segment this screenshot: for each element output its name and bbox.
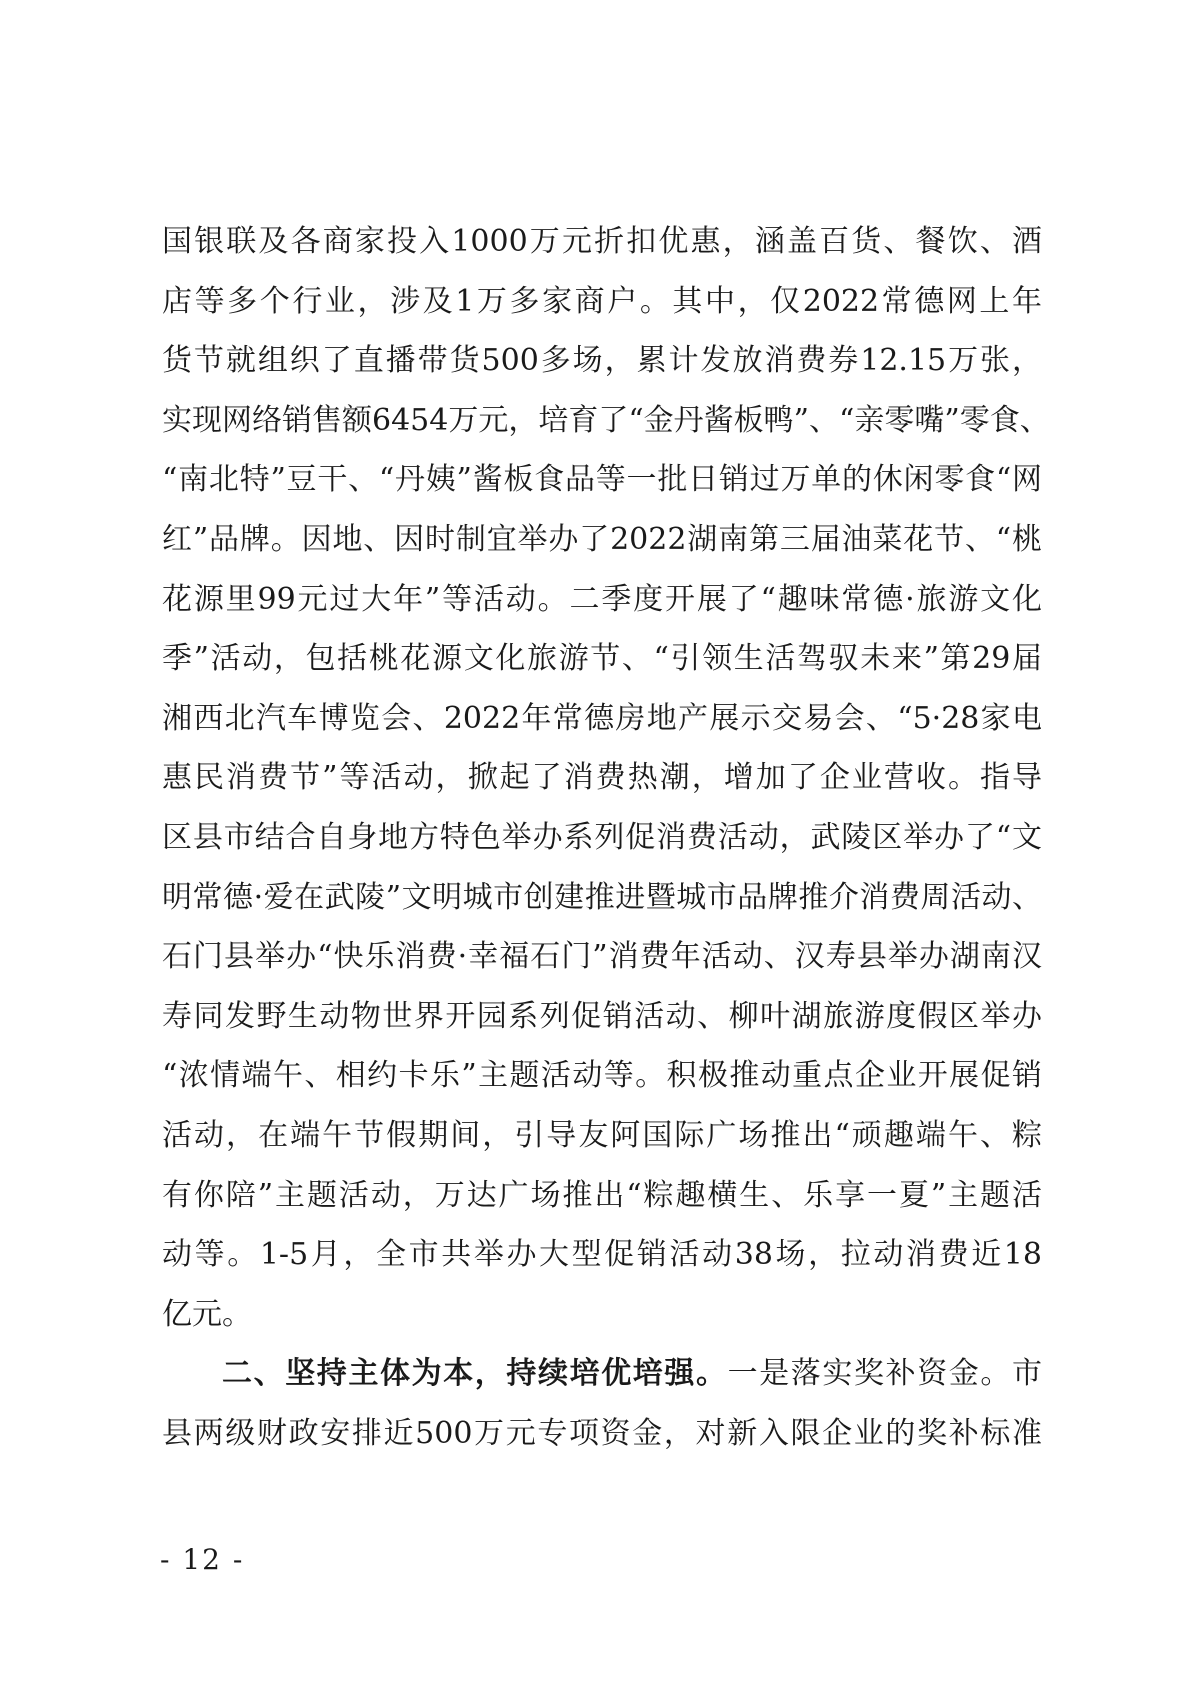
text-line: “南北特”豆干、“丹姨”酱板食品等一批日销过万单的休闲零食“网 <box>162 462 1042 498</box>
text-line: 动等。1-5月，全市共举办大型促销活动38场，拉动消费近18 <box>162 1237 1042 1273</box>
text-line: 区县市结合自身地方特色举办系列促消费活动，武陵区举办了“文 <box>162 819 1042 855</box>
text-line: 货节就组织了直播带货500多场，累计发放消费券12.15万张， <box>162 343 1042 379</box>
text-line: 石门县举办“快乐消费·幸福石门”消费年活动、汉寿县举办湖南汉 <box>162 939 1042 975</box>
text-line: 活动，在端午节假期间，引导友阿国际广场推出“顽趣端午、粽 <box>162 1117 1042 1153</box>
text-line: 湘西北汽车博览会、2022年常德房地产展示交易会、“5·28家电 <box>162 700 1042 736</box>
text-line: 惠民消费节”等活动，掀起了消费热潮，增加了企业营收。指导 <box>162 760 1042 796</box>
text-line: 实现网络销售额6454万元，培育了“金丹酱板鸭”、“亲零嘴”零食、 <box>162 402 1050 438</box>
text-line: “浓情端午、相约卡乐”主题活动等。积极推动重点企业开展促销 <box>162 1058 1042 1094</box>
section-lead: 一是落实奖补资金。 <box>727 1356 1013 1392</box>
text-line: 县两级财政安排近500万元专项资金，对新入限企业的奖补标准 <box>162 1415 1042 1451</box>
section-heading-line <box>162 1344 1042 1404</box>
page-number: - 12 - <box>160 1543 245 1576</box>
section-heading: 二、坚持主体为本，持续培优培强。 <box>222 1356 728 1392</box>
text-line: 红”品牌。因地、因时制宜举办了2022湖南第三届油菜花节、“桃 <box>162 521 1042 557</box>
text-line: 有你陪”主题活动，万达广场推出“粽趣横生、乐享一夏”主题活 <box>162 1177 1042 1213</box>
text-line: 寿同发野生动物世界开园系列促销活动、柳叶湖旅游度假区举办 <box>162 998 1042 1034</box>
text-line: 季”活动，包括桃花源文化旅游节、“引领生活驾驭未来”第29届 <box>162 641 1042 677</box>
text-line: 国银联及各商家投入1000万元折扣优惠，涵盖百货、餐饮、酒 <box>162 224 1042 259</box>
text-line: 花源里99元过大年”等活动。二季度开展了“趣味常德·旅游文化 <box>162 581 1042 617</box>
text-line: 明常德·爱在武陵”文明城市创建推进暨城市品牌推介消费周活动、 <box>162 879 1042 915</box>
body-text <box>162 212 1050 1463</box>
text-line: 店等多个行业，涉及1万多家商户。其中，仅2022常德网上年 <box>162 283 1042 319</box>
section-tail: 市 <box>1012 1356 1043 1392</box>
text-line: 亿元。 <box>162 1296 252 1332</box>
